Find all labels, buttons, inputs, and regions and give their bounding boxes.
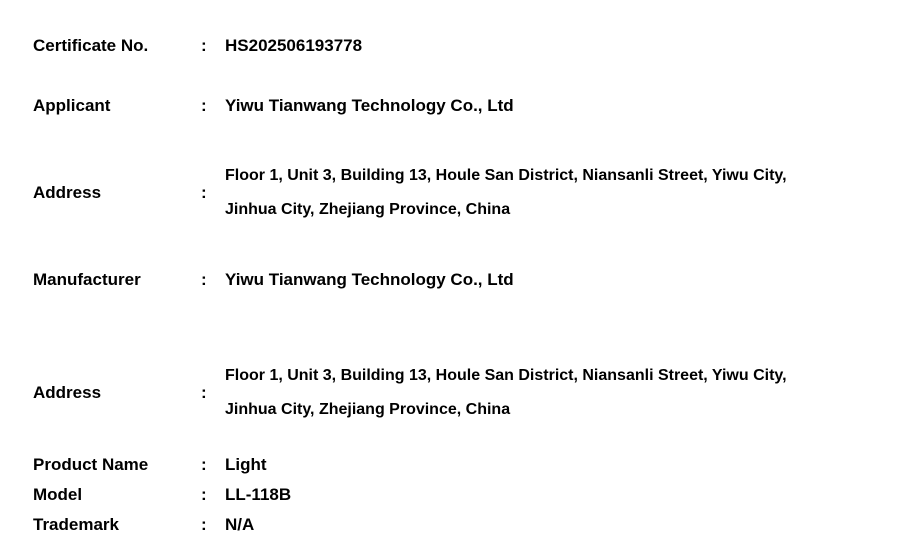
colon-separator: : <box>201 36 207 55</box>
field-value: Yiwu Tianwang Technology Co., Ltd <box>225 270 514 289</box>
field-label: Address <box>33 383 102 402</box>
field-label: Manufacturer <box>33 270 141 289</box>
colon-separator: : <box>201 383 207 402</box>
field-row-applicant-address <box>0 159 897 227</box>
field-label: Address <box>33 183 102 202</box>
field-row-trademark <box>0 515 897 535</box>
field-value: Light <box>225 455 267 474</box>
colon-separator: : <box>201 455 207 474</box>
field-value: N/A <box>225 515 255 534</box>
colon-separator: : <box>201 515 207 534</box>
field-label: Trademark <box>33 515 119 534</box>
field-row-manufacturer <box>0 270 897 290</box>
colon-separator: : <box>201 183 207 202</box>
field-row-certificate-no <box>0 36 897 56</box>
address-line: Floor 1, Unit 3, Building 13, Houle San District, Niansanli Street, Yiwu City, <box>225 167 787 184</box>
field-label: Applicant <box>33 96 111 115</box>
colon-separator: : <box>201 96 207 115</box>
field-row-applicant <box>0 96 897 116</box>
colon-separator: : <box>201 485 207 504</box>
field-label: Product Name <box>33 455 149 474</box>
field-row-manufacturer-address <box>0 359 897 427</box>
address-line: Floor 1, Unit 3, Building 13, Houle San District, Niansanli Street, Yiwu City, <box>225 367 787 384</box>
address-line: Jinhua City, Zhejiang Province, China <box>225 201 511 218</box>
colon-separator: : <box>201 270 207 289</box>
field-value: LL-118B <box>225 485 292 504</box>
field-value <box>225 159 897 227</box>
field-label: Model <box>33 485 83 504</box>
field-row-product-name <box>0 455 897 475</box>
field-value: HS202506193778 <box>225 36 363 55</box>
address-line: Jinhua City, Zhejiang Province, China <box>225 401 511 418</box>
field-label: Certificate No. <box>33 36 149 55</box>
field-value <box>225 359 897 427</box>
field-value: Yiwu Tianwang Technology Co., Ltd <box>225 96 514 115</box>
field-row-model <box>0 485 897 505</box>
